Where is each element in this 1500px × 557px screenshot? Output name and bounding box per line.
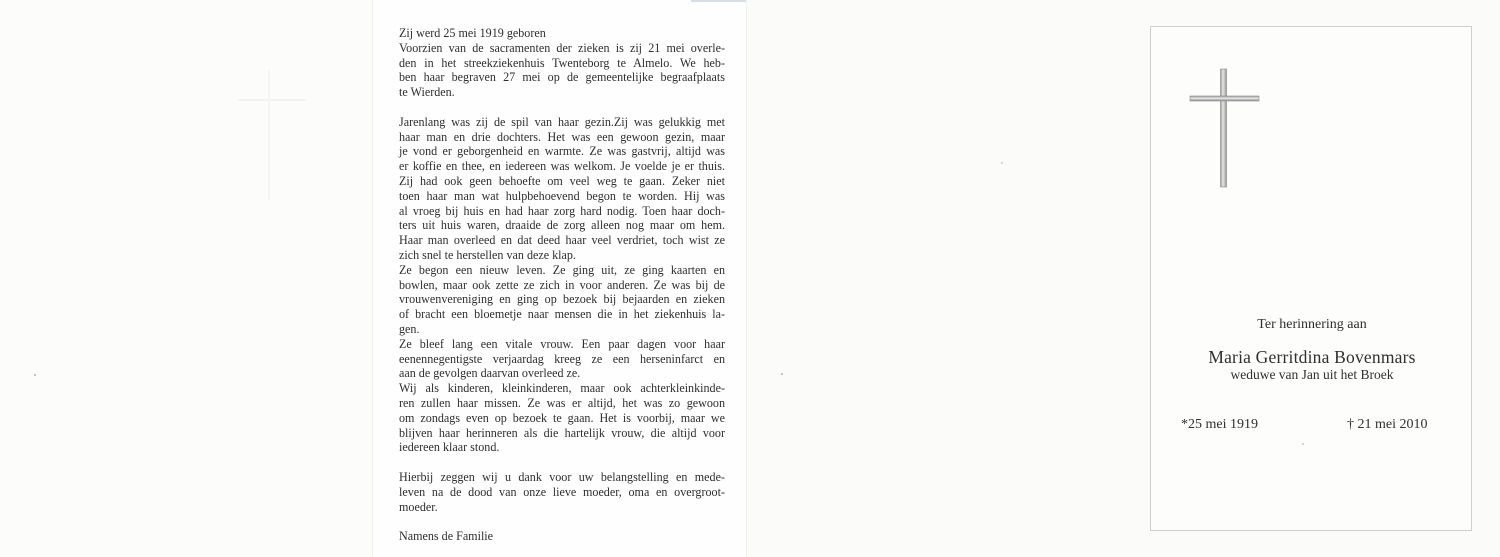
text-line: gen. xyxy=(399,321,420,336)
text-line: Hierbij zeggen wij u dank voor uw belangstelling en mede- xyxy=(399,469,725,484)
page-tab xyxy=(691,0,747,2)
text-line: je vond er geborgenheid en warmte. Ze was gastvrij, altijd was xyxy=(399,144,725,159)
paper-speck xyxy=(1001,162,1003,164)
text-line: ben haar begraven 27 mei op de gemeentelijke begraafplaats xyxy=(399,70,725,85)
text-line: al vroeg bij huis en had haar zorg hard nodig. Toen haar doch- xyxy=(399,203,725,218)
text-line: Voorzien van de sacramenten der zieken is zij 21 mei overle- xyxy=(399,40,725,55)
text-line: iedereen klaar stond. xyxy=(399,440,500,455)
cross-icon xyxy=(1189,67,1261,189)
text-line: er koffie en thee, en iedereen was welkom. Je voelde je er thuis. xyxy=(399,159,725,174)
paper-speck xyxy=(1302,443,1304,445)
text-line: moeder. xyxy=(399,499,438,514)
text-line: Wij als kinderen, kleinkinderen, maar ook achterkleinkinde- xyxy=(399,381,725,396)
text-line: Zij werd 25 mei 1919 geboren xyxy=(399,26,546,40)
text-line: ren zullen haar missen. Ze was er altijd, het was zo gewoon xyxy=(399,395,725,410)
left-panel xyxy=(0,0,372,557)
faint-cross-stem xyxy=(268,70,270,200)
paper-speck xyxy=(34,374,36,376)
text-line: leven na de dood van onze lieve moeder, oma en overgroot- xyxy=(399,484,725,499)
memorial-heading: Ter herinnering aan xyxy=(1257,317,1367,332)
text-line: Zij had ook geen behoefte om veel weg te gaan. Zeker niet xyxy=(399,173,725,188)
paragraph-gap xyxy=(399,100,725,115)
obituary-text xyxy=(399,26,725,544)
text-line: haar man en drie dochters. Het was een gewoon gezin, maar xyxy=(399,129,725,144)
text-line: blijven haar herinneren als die hartelijk vrouw, die altijd voor xyxy=(399,425,725,440)
text-line: vrouwenvereniging en ging op bezoek bij bejaarden en zieken xyxy=(399,292,725,307)
paper-speck xyxy=(781,373,783,375)
card-frame xyxy=(1150,26,1472,531)
text-line: zich snel te herstellen van deze klap. xyxy=(399,247,576,262)
death-date: † 21 mei 2010 xyxy=(1347,417,1428,432)
text-line: Ze bleef lang een vitale vrouw. Een paar dagen voor haar xyxy=(399,336,725,351)
text-line: den in het streekziekenhuis Twenteborg te Almelo. We heb- xyxy=(399,55,725,70)
deceased-name: Maria Gerritdina Bovenmars xyxy=(1208,347,1416,367)
text-panel xyxy=(372,0,747,557)
text-line: Jarenlang was zij de spil van haar gezin.Zij was gelukkig met xyxy=(399,114,725,129)
deceased-subtitle: weduwe van Jan uit het Broek xyxy=(1230,367,1394,382)
blank-panel xyxy=(746,0,1131,557)
text-line: te Wierden. xyxy=(399,85,455,100)
paragraph-gap xyxy=(399,514,725,529)
birth-date: *25 mei 1919 xyxy=(1181,417,1258,432)
text-line: om zondags even op bezoek te gaan. Het is voorbij, maar we xyxy=(399,410,725,425)
text-line: Haar man overleed en dat deed haar veel verdriet, toch wist ze xyxy=(399,233,725,248)
text-line: aan de gevolgen daarvan overleed ze. xyxy=(399,366,581,381)
faint-cross-bar xyxy=(238,99,306,101)
text-line: ters uit huis waren, draaide de zorg alleen nog maar om hem. xyxy=(399,218,725,233)
text-line: Ze begon een nieuw leven. Ze ging uit, ze ging kaarten en xyxy=(399,262,725,277)
paragraph-gap xyxy=(399,455,725,470)
text-line: eenennegentigste verjaardag kreeg ze een herseninfarct en xyxy=(399,351,725,366)
memorial-card xyxy=(1130,0,1500,557)
text-line: toen haar man wat hulpbehoevend begon te worden. Hij was xyxy=(399,188,725,203)
text-line: Namens de Familie xyxy=(399,529,494,544)
text-line: of bracht een bloemetje naar mensen die in het ziekenhuis la- xyxy=(399,307,725,322)
text-line: bowlen, maar ook zette ze zich in voor anderen. Ze was bij de xyxy=(399,277,725,292)
